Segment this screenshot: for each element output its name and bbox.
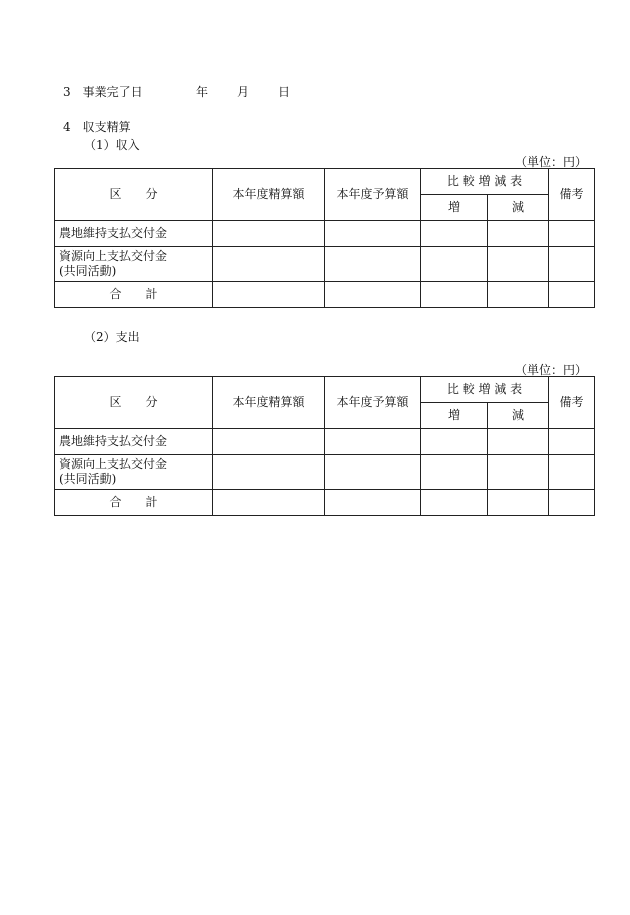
decrease-cell <box>488 455 549 490</box>
row-resource-label <box>55 247 213 282</box>
settled-cell <box>213 429 325 455</box>
table-row <box>55 429 595 455</box>
decrease-cell <box>488 490 549 516</box>
income-unit-label: （単位：円） <box>514 155 587 169</box>
row-resource-line1: 資源向上支払交付金 <box>59 457 168 471</box>
header-decrease: 減 <box>488 403 549 429</box>
table-row <box>55 455 595 490</box>
increase-cell <box>421 429 488 455</box>
header-remarks: 備考 <box>549 169 595 221</box>
row-total-label: 合 計 <box>55 282 213 308</box>
budget-cell <box>325 429 421 455</box>
header-decrease: 減 <box>488 195 549 221</box>
budget-cell <box>325 490 421 516</box>
settled-cell <box>213 490 325 516</box>
year-label: 年 <box>196 85 209 99</box>
decrease-cell <box>488 282 549 308</box>
table-row <box>55 282 595 308</box>
settled-cell <box>213 247 325 282</box>
remarks-cell <box>549 221 595 247</box>
increase-cell <box>421 247 488 282</box>
income-title: （1）収入 <box>84 138 140 152</box>
budget-cell <box>325 282 421 308</box>
header-compare: 比 較 増 減 表 <box>421 377 549 403</box>
row-resource-line2: (共同活動) <box>59 472 117 486</box>
day-label: 日 <box>278 85 291 99</box>
settled-cell <box>213 455 325 490</box>
remarks-cell <box>549 247 595 282</box>
row-resource-line1: 資源向上支払交付金 <box>59 249 168 263</box>
section4-title: 4 収支精算 <box>63 120 131 134</box>
expense-unit-label: （単位：円） <box>514 363 587 377</box>
decrease-cell <box>488 429 549 455</box>
remarks-cell <box>549 490 595 516</box>
table-row <box>55 221 595 247</box>
header-remarks: 備考 <box>549 377 595 429</box>
header-budget: 本年度予算額 <box>325 377 421 429</box>
header-budget: 本年度予算額 <box>325 169 421 221</box>
table-row <box>55 490 595 516</box>
remarks-cell <box>549 429 595 455</box>
increase-cell <box>421 490 488 516</box>
expense-title: （2）支出 <box>84 330 140 344</box>
remarks-cell <box>549 282 595 308</box>
increase-cell <box>421 455 488 490</box>
remarks-cell <box>549 455 595 490</box>
increase-cell <box>421 282 488 308</box>
row-total-label: 合 計 <box>55 490 213 516</box>
row-farmland-label: 農地維持支払交付金 <box>55 429 213 455</box>
expense-table <box>54 376 595 516</box>
decrease-cell <box>488 247 549 282</box>
budget-cell <box>325 247 421 282</box>
header-compare: 比 較 増 減 表 <box>421 169 549 195</box>
header-settled: 本年度精算額 <box>213 169 325 221</box>
increase-cell <box>421 221 488 247</box>
header-increase: 増 <box>421 403 488 429</box>
header-category: 区 分 <box>55 377 213 429</box>
completion-date-line <box>63 83 291 100</box>
month-label: 月 <box>237 85 250 99</box>
table-row <box>55 247 595 282</box>
header-increase: 増 <box>421 195 488 221</box>
row-resource-line2: (共同活動) <box>59 264 117 278</box>
decrease-cell <box>488 221 549 247</box>
row-resource-label <box>55 455 213 490</box>
completion-label: 3 事業完了日 <box>63 85 143 99</box>
row-farmland-label: 農地維持支払交付金 <box>55 221 213 247</box>
budget-cell <box>325 455 421 490</box>
income-table <box>54 168 595 308</box>
header-settled: 本年度精算額 <box>213 377 325 429</box>
budget-cell <box>325 221 421 247</box>
header-category: 区 分 <box>55 169 213 221</box>
settled-cell <box>213 221 325 247</box>
settled-cell <box>213 282 325 308</box>
